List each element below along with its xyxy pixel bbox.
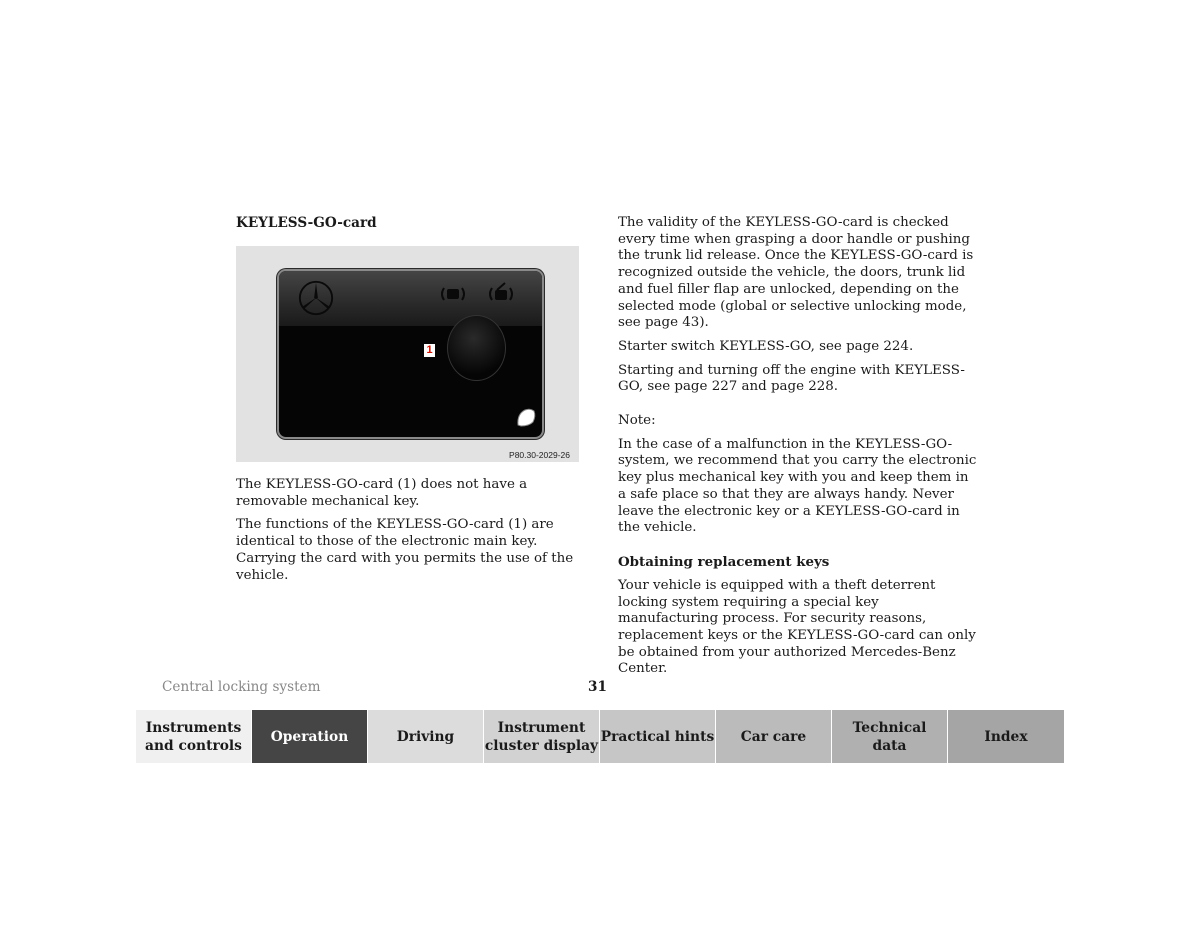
tab-index[interactable] [948, 710, 1064, 763]
tab-driving[interactable] [368, 710, 484, 763]
tab-operation[interactable] [252, 710, 368, 763]
paragraph: The KEYLESS-GO-card (1) does not have a removable mechanical key. [236, 477, 528, 509]
lock-icon [437, 285, 469, 303]
page-number: 31 [588, 679, 607, 695]
tab-label: Instruments and controls [145, 719, 242, 754]
tab-instruments-and-controls[interactable] [136, 710, 252, 763]
section-title: Central locking system [162, 679, 321, 695]
note-label: Note: [618, 413, 656, 429]
right-column [618, 215, 978, 678]
tab-label: Operation [270, 728, 349, 745]
tab-technical-data[interactable] [832, 710, 948, 763]
left-column [236, 477, 581, 584]
paragraph: Starter switch KEYLESS-GO, see page 224. [618, 338, 914, 354]
tab-car-care[interactable] [716, 710, 832, 763]
chapter-tabs [136, 710, 1065, 763]
key-tab-icon [515, 406, 537, 428]
mercedes-star-icon [297, 279, 335, 317]
paragraph: The functions of the KEYLESS-GO-card (1) are identical to those of the electronic main key. Carrying the card with you permits the use of the vehicle. [236, 517, 574, 583]
tab-label: Technical data [852, 719, 927, 754]
tab-label: Driving [396, 728, 455, 745]
keyless-go-card-figure [236, 246, 579, 462]
callout-1: 1 [424, 344, 435, 357]
subheading: Obtaining replacement keys [618, 553, 830, 570]
unlock-icon [485, 282, 517, 304]
tab-instrument-cluster-display[interactable] [484, 710, 600, 763]
tab-label: Instrument cluster display [484, 719, 599, 754]
tab-label: Car care [740, 728, 807, 745]
tab-practical-hints[interactable] [600, 710, 716, 763]
paragraph: Starting and turning off the engine with KEYLESS-GO, see page 227 and page 228. [618, 362, 965, 395]
card-start-button [447, 315, 506, 381]
section-heading: KEYLESS-GO-card [236, 215, 377, 231]
tab-label: Index [984, 728, 1028, 745]
paragraph: The validity of the KEYLESS-GO-card is checked every time when grasping a door handle or pushing the trunk lid release. Once the KEYLESS-GO-card is recognized outside the vehicle, the doors, trunk lid and fuel filler flap are unlocked, depending on the selected mode (global or selective unlocking mode, see page 43). [618, 215, 974, 331]
note-text: In the case of a malfunction in the KEYLESS-GO-system, we recommend that you carry the electronic key plus mechanical key with you and keep them in a safe place so that they are always handy. Never leave the electronic key or a KEYLESS-GO-card in the vehicle. [618, 436, 977, 536]
keyless-go-card [277, 269, 544, 439]
figure-code: P80.30-2029-26 [509, 450, 570, 460]
tab-label: Practical hints [600, 728, 715, 745]
paragraph: Your vehicle is equipped with a theft deterrent locking system requiring a special key manufacturing process. For security reasons, replacement keys or the KEYLESS-GO-card can only be obtained from your authorized Mercedes-Benz Center. [618, 577, 976, 677]
